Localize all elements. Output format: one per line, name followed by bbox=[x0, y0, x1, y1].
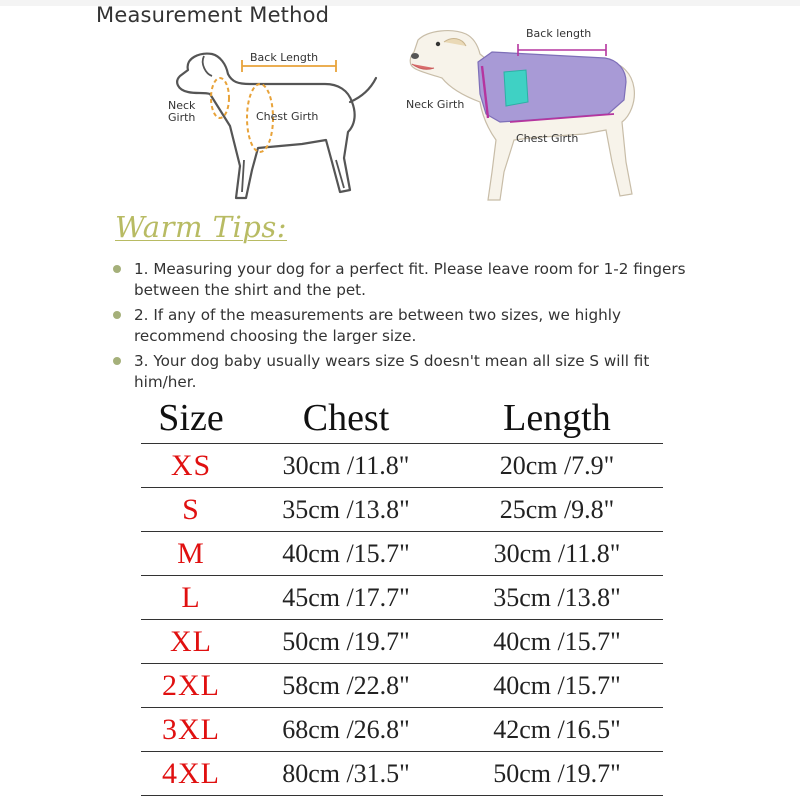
length-cell: 25cm /9.8" bbox=[451, 488, 663, 532]
table-row bbox=[141, 576, 663, 620]
length-cell: 42cm /16.5" bbox=[451, 708, 663, 752]
length-cell: 50cm /19.7" bbox=[451, 752, 663, 796]
bullet-icon bbox=[113, 265, 121, 273]
size-cell: S bbox=[141, 488, 241, 532]
tip-item bbox=[113, 259, 693, 301]
tip-text: 1. Measuring your dog for a perfect fit. Please leave room for 1-2 fingers between the shirt and the pet. bbox=[134, 260, 686, 299]
table-row bbox=[141, 664, 663, 708]
chest-girth-label: Chest Girth bbox=[256, 110, 319, 123]
length-cell: 30cm /11.8" bbox=[451, 532, 663, 576]
chest-cell: 58cm /22.8" bbox=[241, 664, 451, 708]
size-cell: 3XL bbox=[141, 708, 241, 752]
size-cell: XS bbox=[141, 444, 241, 488]
chest-cell: 45cm /17.7" bbox=[241, 576, 451, 620]
length-cell: 40cm /15.7" bbox=[451, 664, 663, 708]
chest-cell: 68cm /26.8" bbox=[241, 708, 451, 752]
table-row bbox=[141, 620, 663, 664]
tip-item bbox=[113, 305, 693, 347]
chest-cell: 40cm /15.7" bbox=[241, 532, 451, 576]
table-row bbox=[141, 708, 663, 752]
size-cell: 2XL bbox=[141, 664, 241, 708]
bullet-icon bbox=[113, 357, 121, 365]
warm-tips-list bbox=[113, 259, 693, 397]
table-row bbox=[141, 444, 663, 488]
table-row bbox=[141, 532, 663, 576]
chest-girth-label-right: Chest Girth bbox=[516, 132, 579, 145]
size-cell: XL bbox=[141, 620, 241, 664]
dog-outline-illustration bbox=[160, 40, 390, 215]
header-size: Size bbox=[158, 397, 224, 439]
dog-wearing-vest-illustration bbox=[400, 22, 660, 207]
measurement-diagram-dog bbox=[400, 22, 660, 207]
table-header-row bbox=[141, 393, 663, 444]
header-chest: Chest bbox=[302, 397, 390, 439]
chest-cell: 50cm /19.7" bbox=[241, 620, 451, 664]
bullet-icon bbox=[113, 311, 121, 319]
back-length-label-right: Back length bbox=[526, 27, 592, 40]
size-cell: M bbox=[141, 532, 241, 576]
back-length-label: Back Length bbox=[250, 51, 319, 64]
page-title: Measurement Method bbox=[96, 3, 330, 27]
tip-text: 2. If any of the measurements are between two sizes, we highly recommend choosing the larger size. bbox=[134, 306, 621, 345]
size-cell: L bbox=[141, 576, 241, 620]
tip-item bbox=[113, 351, 693, 393]
size-chart-table bbox=[141, 393, 663, 796]
neck-girth-label: Neck Girth bbox=[168, 99, 196, 124]
measurement-diagram-outline bbox=[160, 40, 390, 215]
length-cell: 20cm /7.9" bbox=[451, 444, 663, 488]
header-length: Length bbox=[503, 397, 611, 439]
length-cell: 35cm /13.8" bbox=[451, 576, 663, 620]
chest-cell: 30cm /11.8" bbox=[241, 444, 451, 488]
table-row bbox=[141, 752, 663, 796]
chest-cell: 35cm /13.8" bbox=[241, 488, 451, 532]
chest-cell: 80cm /31.5" bbox=[241, 752, 451, 796]
table-row bbox=[141, 488, 663, 532]
neck-girth-label-right: Neck Girth bbox=[406, 98, 465, 111]
length-cell: 40cm /15.7" bbox=[451, 620, 663, 664]
vest-shape bbox=[478, 52, 626, 122]
tip-text: 3. Your dog baby usually wears size S doesn't mean all size S will fit him/her. bbox=[134, 352, 650, 391]
size-cell: 4XL bbox=[141, 752, 241, 796]
warm-tips-title: Warm Tips: bbox=[115, 210, 287, 244]
